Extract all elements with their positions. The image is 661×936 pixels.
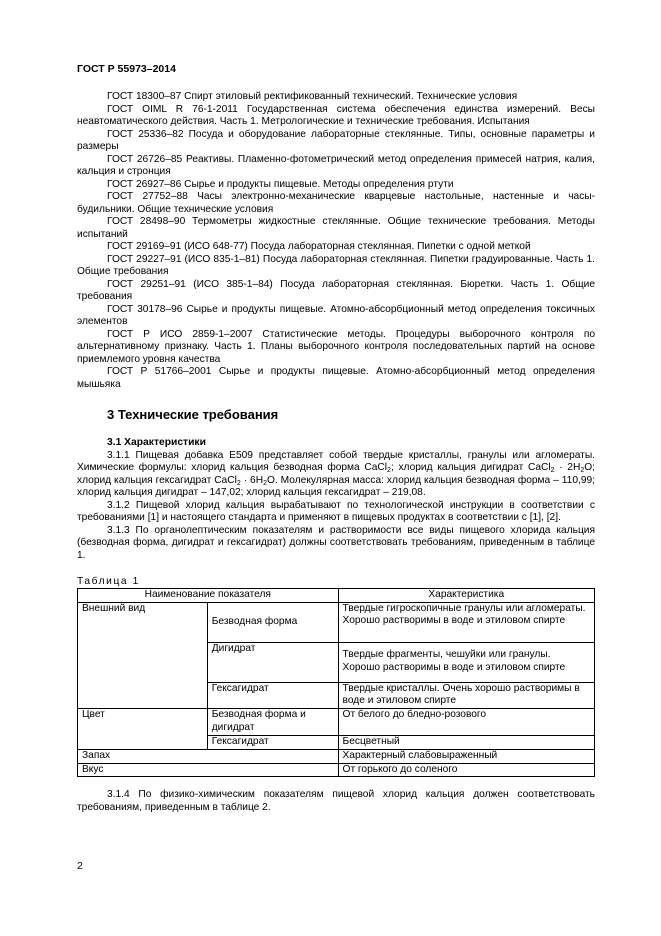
paragraph-3-1-2: 3.1.2 Пищевой хлорид кальция вырабатывают по технологической инструкции в соответствии с требованиями [1] и настоящего стандарта и применяют в пищевых продуктах в соответствии с [1], [2]. xyxy=(77,499,595,523)
reference-item: ГОСТ 28498–90 Термометры жидкостные стеклянные. Общие технические требования. Методы испытаний xyxy=(77,216,595,240)
table-caption: Таблица 1 xyxy=(77,576,140,587)
subsection-heading: 3.1 Характеристики xyxy=(107,437,206,448)
paragraph-3-1-4: 3.1.4 По физико-химическим показателям пищевой хлорид кальция должен соответствовать требованиям, приведенным в таблице 2. xyxy=(77,789,595,813)
table-cell: Внешний вид xyxy=(78,602,208,709)
reference-item: ГОСТ Р ИСО 2859-1–2007 Статистические методы. Процедуры выборочного контроля по альтернативному признаку. Часть 1. Планы выборочного контроля последовательных партий на основе приемлемого уровня качества xyxy=(77,328,595,365)
table-cell: Характерный слабовыраженный xyxy=(338,749,594,763)
table-1 xyxy=(77,588,595,777)
table-cell: Твердые кристаллы. Очень хорошо растворимы в воде и этиловом спирте xyxy=(338,682,594,709)
table-header: Наименование показателя xyxy=(78,589,339,603)
page-number: 2 xyxy=(77,860,83,872)
reference-item: ГОСТ OIML R 76-1-2011 Государственная система обеспечения единства измерений. Весы неавтоматического действия. Часть 1. Метрологические и технические требования. Испытания xyxy=(77,103,595,127)
reference-item: ГОСТ 26927–86 Сырье и продукты пищевые. Методы определения ртути xyxy=(107,178,454,190)
reference-item: ГОСТ 29169–91 (ИСО 648-77) Посуда лабораторная стеклянная. Пипетки с одной меткой xyxy=(107,241,531,252)
reference-item: ГОСТ 30178–96 Сырье и продукты пищевые. Атомно-абсорбционный метод определения токсичных элементов xyxy=(77,303,595,327)
document-header: ГОСТ Р 55973–2014 xyxy=(77,63,176,75)
paragraph-3-1-3: 3.1.3 По органолептическим показателям и растворимости все виды пищевого хлорида кальция (безводная форма, дигидрат и гексагидрат) должны соответствовать требованиям, приведенным в таблице 1. xyxy=(77,524,595,561)
table-cell: Цвет xyxy=(78,709,208,750)
reference-item: ГОСТ 25336–82 Посуда и оборудование лабораторные стеклянные. Типы, основные параметры и размеры xyxy=(77,128,595,152)
table-cell: Безводная форма xyxy=(207,602,338,642)
reference-item: ГОСТ Р 51766–2001 Сырье и продукты пищевые. Атомно-абсорбционный метод определения мышьяка xyxy=(77,366,595,390)
table-cell: От горького до соленого xyxy=(338,763,594,777)
reference-item: ГОСТ 27752–88 Часы электронно-механические кварцевые настольные, настенные и часы-будильники. Общие технические условия xyxy=(77,191,595,215)
table-cell: Вкус xyxy=(78,763,339,777)
paragraph-3-1-4-block xyxy=(77,789,595,814)
table-cell: Бесцветный xyxy=(338,736,594,750)
references-list xyxy=(77,91,595,391)
reference-item: ГОСТ 29251–91 (ИСО 385-1–84) Посуда лабораторная стеклянная. Бюретки. Часть 1. Общие требования xyxy=(77,278,595,302)
table-cell: Гексагидрат xyxy=(207,682,338,709)
section-3-1 xyxy=(77,437,595,562)
table-cell: От белого до бледно-розового xyxy=(338,709,594,736)
reference-item: ГОСТ 29227–91 (ИСО 835-1–81) Посуда лабораторная стеклянная. Пипетки градуированные. Часть 1. Общие требования xyxy=(77,253,595,277)
table-cell: Запах xyxy=(78,749,339,763)
section-heading: 3 Технические требования xyxy=(107,407,279,422)
paragraph-3-1-1: 3.1.1 Пищевая добавка Е509 представляет собой твердые кристаллы, гранулы или агломераты. Химические формулы: хлорид кальция безводная форма CaCl$_2$; хлорид кальция дигидрат CaCl$_2$ · $2H_2O$; хлорид кальция гексагидрат CaCl$_2$ · $6H_2O$. Молекулярная масса: хлорид кальция безводная форма – 110,99; хлорид кальция дигидрат – 147,02; хлорид кальция гексагидрат – 219,08. xyxy=(77,449,596,498)
table-header: Характеристика xyxy=(338,589,594,603)
table-cell: Гексагидрат xyxy=(207,736,338,750)
reference-item: ГОСТ 18300–87 Спирт этиловый ректификованный технический. Технические условия xyxy=(107,91,518,102)
reference-item: ГОСТ 26726–85 Реактивы. Пламенно-фотометрический метод определения примесей натрия, калия, кальция и стронция xyxy=(77,153,595,177)
table-cell: Дигидрат xyxy=(207,642,338,682)
table-cell: Твердые гигроскопичные гранулы или агломераты. Хорошо растворимы в воде и этиловом спирте xyxy=(338,602,594,642)
table-cell: Безводная форма и дигидрат xyxy=(207,709,338,736)
table-cell: Твердые фрагменты, чешуйки или гранулы. Хорошо растворимы в воде и этиловом спирте xyxy=(338,642,594,682)
